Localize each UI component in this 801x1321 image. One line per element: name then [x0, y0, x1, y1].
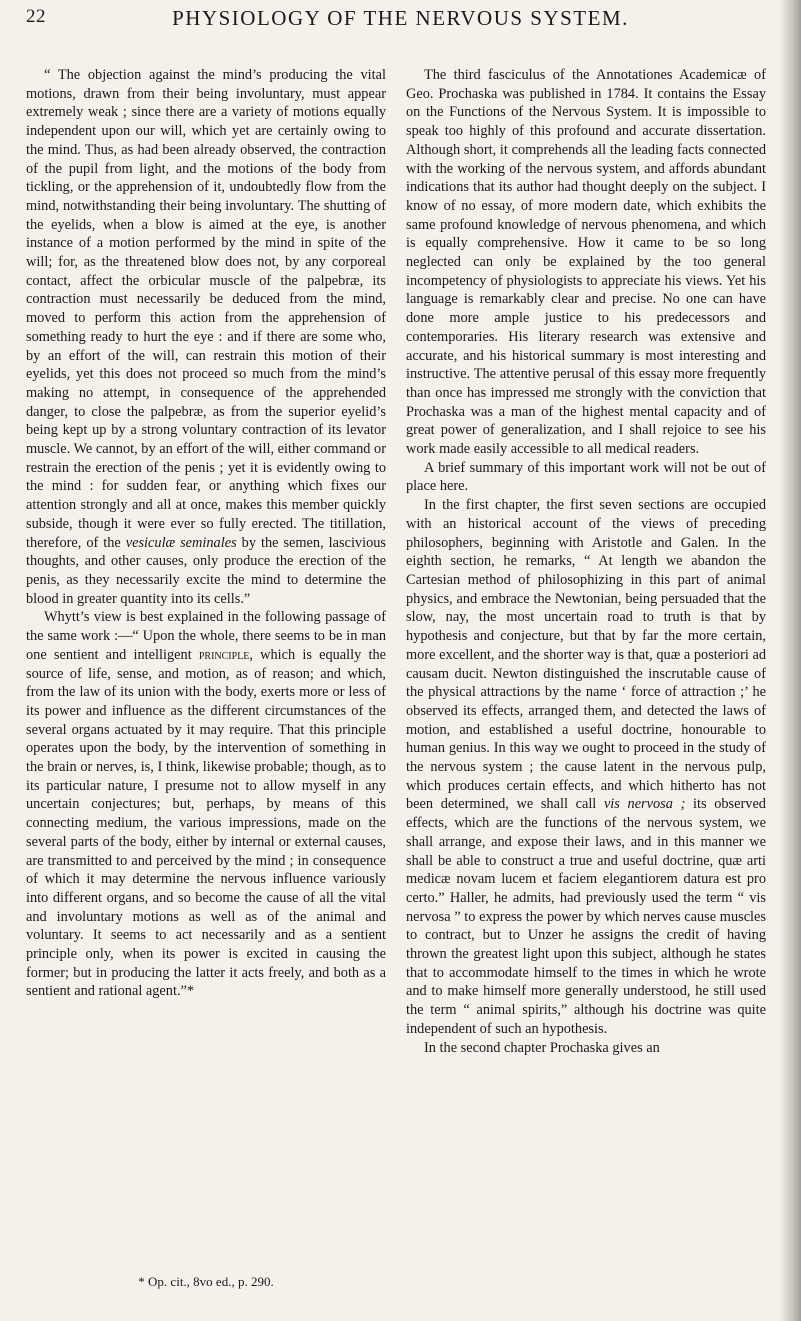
- paragraph-text: In the first chapter, the first seven sections are occupied with an historical account of the views of preceding philosophers, beginning with Aristotle and Galen. In the eighth section, he remarks, “ At length we abandon the Cartesian method of philosophizing in this part of animal physics, and embrace the Newtonian, being persuaded that the slow, nay, the most uncertain road to truth is that by hypothesis and conjecture, but that by far the more certain, more excellent, and the shorter way is that, quæ a posteriori ad causam ducit. Newton distinguished the inscrutable cause of the physical attractions by the name ‘ force of attraction ;’ he observed its effects, arranged them, and detected the laws of motion, and established a useful doctrine, honourable to human genius. In this way we ought to proceed in the study of the nervous system ; the cause latent in the nervous pulp, which produces certain effects, and which hitherto has not been determined, we shall call: [406, 497, 766, 813]
- running-title: PHYSIOLOGY OF THE NERVOUS SYSTEM.: [172, 6, 629, 30]
- paragraph-second-chapter: In the second chapter Prochaska gives an: [424, 1039, 660, 1056]
- page-header: [0, 6, 801, 46]
- paragraph-summary-note: A brief summary of this important work will not be out of place here.: [406, 459, 766, 495]
- paragraph-text: its observed effects, which are the functions of the nervous system, we shall arrange, and expose their laws, and in this manner we shall be able to construct a true and useful doctrine, quæ arti medicæ novam lucem et faciem elegantiorem datura est pro certo.” Haller, he admits, had previously used the term “ vis nervosa ” to express the power by which nerves cause muscles to contract, but to Unzer he assigns the credit of having thrown the greatest light upon this subject, although he states that to accommodate himself to the times in which he wrote and to make himself more generally understood, he still used the term “ animal spirits,” although his doctrine was quite independent of such an hypothesis.: [406, 796, 766, 1037]
- italic-term: vis nervosa ;: [603, 796, 686, 813]
- page-edge-shadow: [779, 0, 801, 1321]
- page-number: 22: [26, 6, 46, 27]
- right-column: [406, 66, 766, 1057]
- paragraph-whytt-view: [26, 608, 386, 1001]
- paragraph-text: “ The objection against the mind’s producing the vital motions, drawn from their being involuntary, must appear extremely weak ; since there are a variety of motions equally independent upon our will, which yet are certainly owing to the mind. Thus, as had been already observed, the contraction of the pupil from light, and the motions of the body from tickling, or the apprehension of it, undoubtedly flow from the mind, notwithstanding their being involuntary. The shutting of the eyelids, when a blow is aimed at the eye, is another instance of a motion performed by the mind in spite of the will; for, as the threatened blow does not, by any corporeal contact, affect the orbicular muscle of the palpebræ, its contraction must necessarily be deduced from the mind, moved to perform this action from the apprehension of something ready to hurt the eye : and if there are some who, by an effort of the will, can restrain this motion of their eyelids, yet this does not proceed so much from the mind’s making no attempt, in consequence of the apprehended danger, to close the palpebræ, as from the superior eyelid’s being kept up by a strong voluntary contraction of its levator muscle. We cannot, by an effort of the will, either command or restrain the erection of the penis ; yet it is evidently owing to the mind : for sudden fear, or anything which fixes our attention strongly and all at once, makes this member quickly subside, though it were ever so fully erected. The titillation, therefore, of the: [26, 67, 386, 551]
- footnote: * Op. cit., 8vo ed., p. 290.: [138, 1274, 274, 1289]
- paragraph-text: Whytt’s view is best explained in the following passage of the same work :—“ Upon the whole, there seems to be in man one sentient and intelligent: [26, 609, 386, 663]
- paragraph-whytt-quote: [26, 66, 386, 608]
- paragraph-text: by the semen, lascivious thoughts, and other causes, only produce the erection of the penis, as they necessarily excite the mind to determine the blood in greater quantity into its cells.”: [26, 534, 387, 607]
- left-column: [26, 66, 386, 1001]
- paragraph-text: , which is equally the source of life, sense, and motion, as of reason; and which, from the law of its union with the body, exerts more or less of its power and influence as the different circumstances of the several organs actuated by it may require. That this principle operates upon the body, by the intervention of something in the brain or nerves, is, I think, likewise probable; though, as to its particular nature, I presume not to allow myself in any uncertain conjectures; but, perhaps, by means of this connecting medium, the various impressions, made on the several parts of the body, either by internal or external causes, are transmitted to and perceived by the mind ; in consequence of which it may determine the nervous influence variously into different organs, and so become the cause of all the vital and involuntary motions as well as of the animal and voluntary. It seems to act necessarily and as a sentient principle only, when its power is excited in causing the former; but in producing the latter it acts freely, and both as a sentient and rational agent.”*: [26, 646, 386, 1000]
- small-caps-term: principle: [198, 646, 250, 663]
- italic-term: vesiculæ seminales: [125, 534, 237, 551]
- paragraph-first-chapter: [406, 496, 766, 1038]
- paragraph-prochaska-intro: The third fasciculus of the Annotationes Academicæ of Geo. Prochaska was published in 1784. It contains the Essay on the Functions of the Nervous System. It is impossible to speak too highly of this profound and accurate dissertation. Although short, it comprehends all the leading facts connected with the working of the nervous system, and affords abundant indications that its author had thought deeply on the subject. I know of no essay, of more modern date, which exhibits the same profound knowledge of nervous phenomena, and which is equally comprehensive. How it came to be so long neglected can only be explained by the too general incompetency of physiologists to appreciate his views. Yet his language is remarkably clear and precise. No one can have done more ample justice to his predecessors and contemporaries. His literary research was extensive and accurate, and his historical summary is most interesting and instructive. The attentive perusal of this essay more frequently than once has impressed me strongly with the conviction that Prochaska was a man of the highest mental capacity and of great power of generalization, and I shall rejoice to see his work made easily accessible to all medical readers.: [406, 67, 766, 458]
